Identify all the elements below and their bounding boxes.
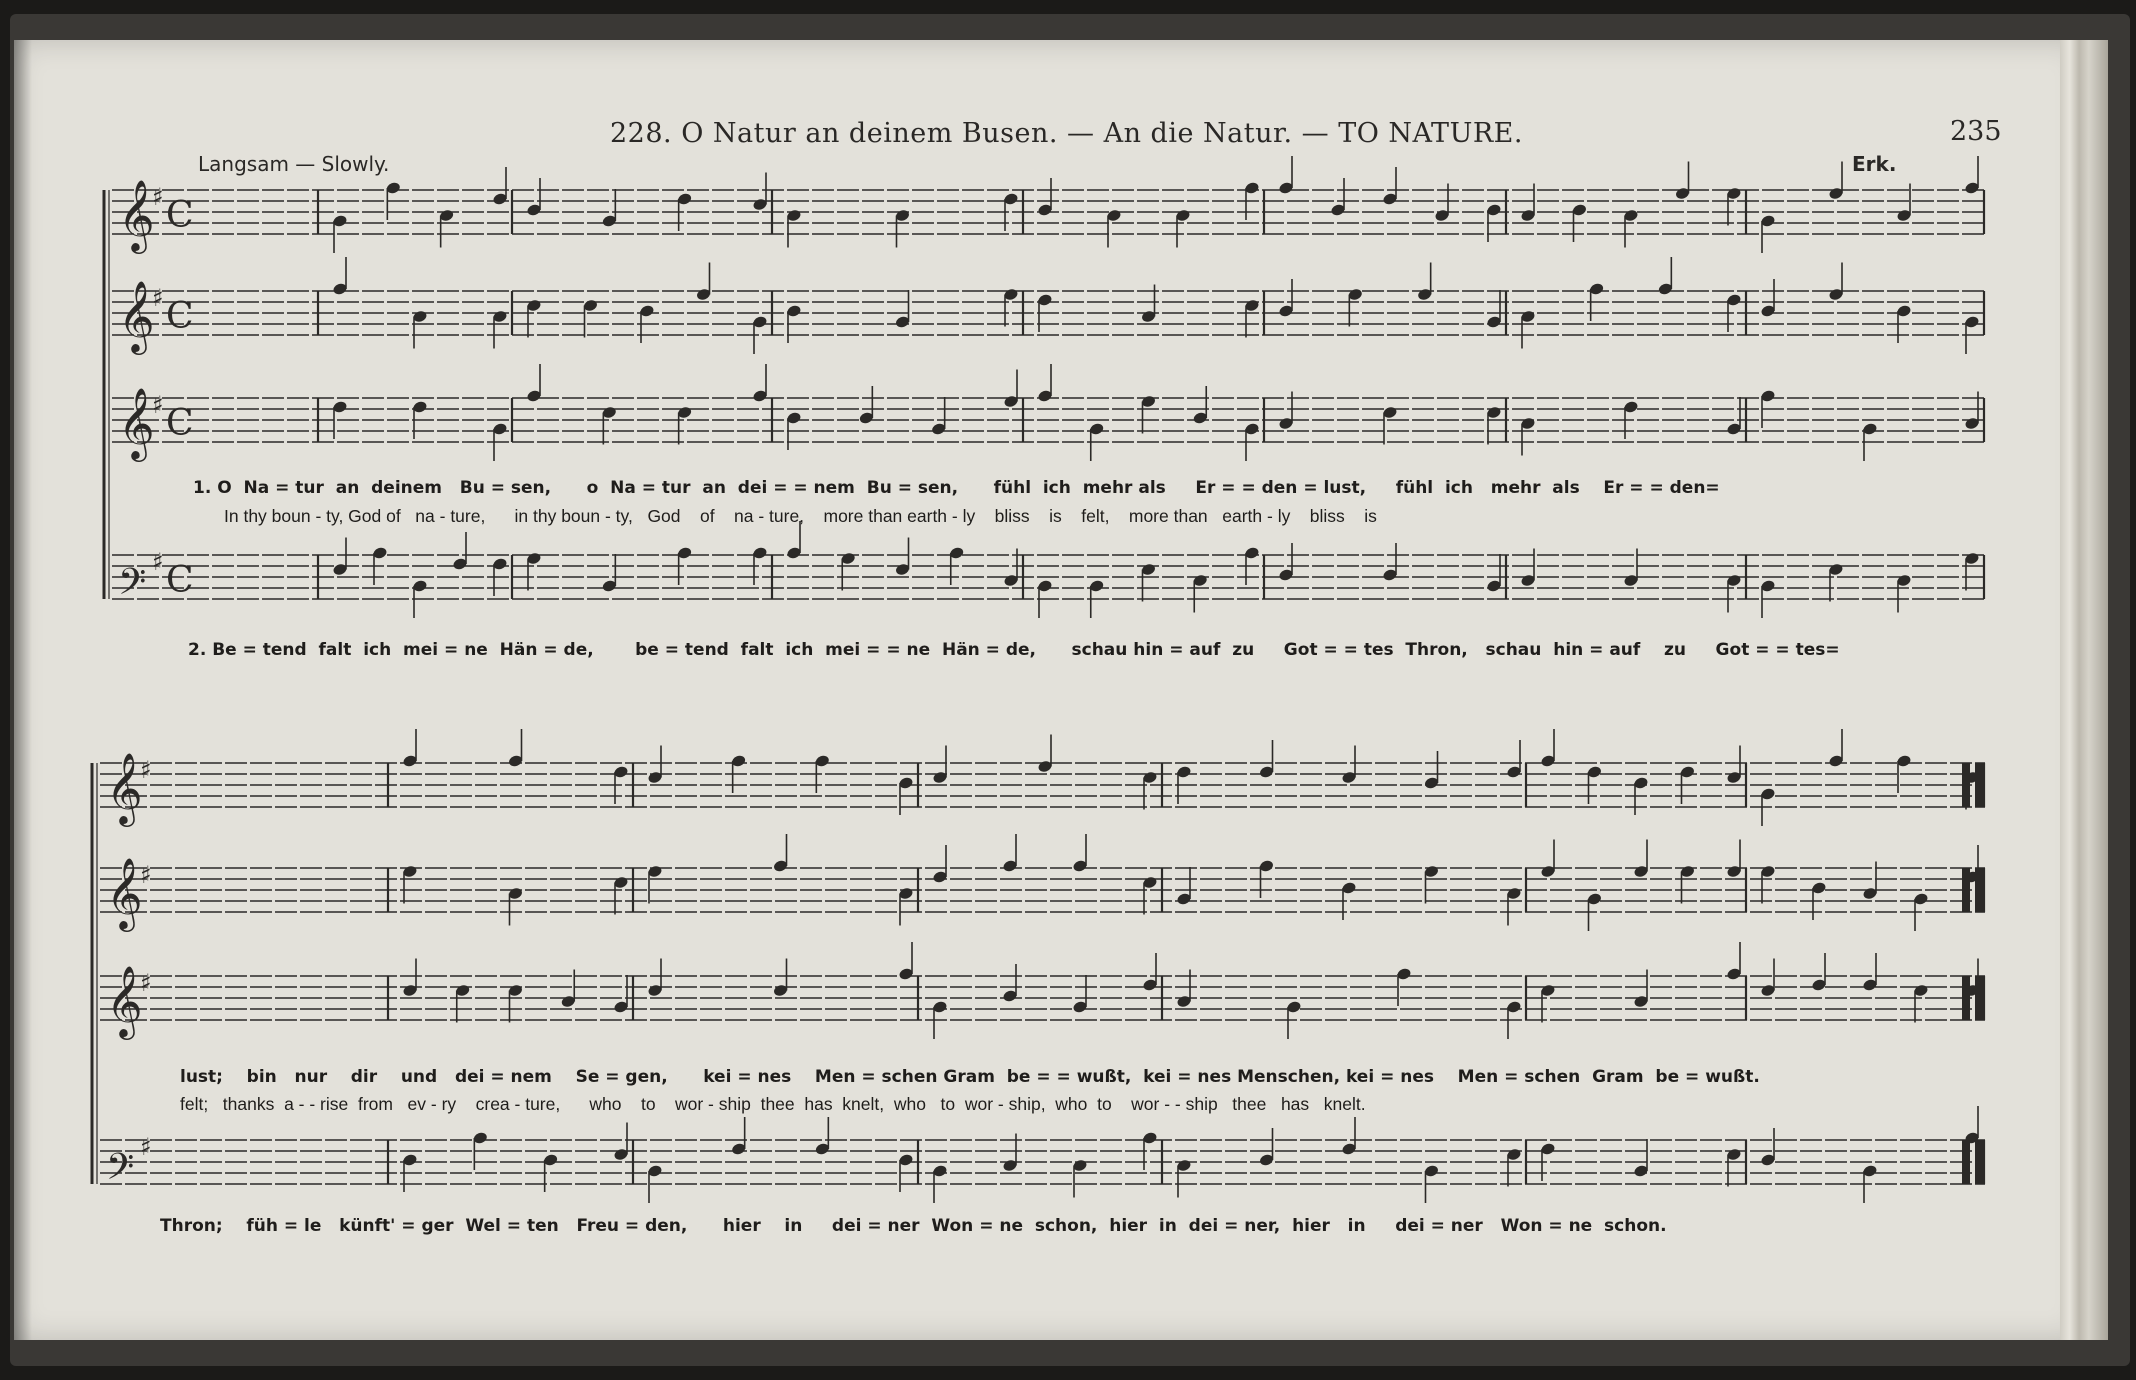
lyrics-verse2-german-system2: Thron; füh = le künft' = ger Wel = ten Freu = den, hier in dei = ner Won = ne schon, hier in dei = ner, hier in dei = ner Won = ne schon. (160, 1216, 1667, 1236)
bass-staff-1-clef: 𝄢 (118, 561, 147, 612)
tenor-staff-2-clef: 𝄞 (106, 964, 143, 1037)
alto-staff-2-key-signature: ♯ (140, 861, 152, 889)
time-signature: C (166, 195, 194, 236)
soprano-staff-2-clef: 𝄞 (106, 751, 143, 824)
soprano-staff-2-key-signature: ♯ (140, 756, 152, 784)
bass-staff-2-key-signature: ♯ (140, 1133, 152, 1161)
lyrics-verse1-german-system2: lust; bin nur dir und dei = nem Se = gen, kei = nes Men = schen Gram be = = wußt, kei = nes Menschen, kei = nes Men = schen Gram be = wußt. (180, 1067, 1760, 1087)
alto-staff-2-clef: 𝄞 (106, 856, 143, 929)
tenor-staff-1-clef: 𝄞 (118, 386, 155, 459)
lyrics-verse1-english-system2: felt; thanks a - - rise from ev - ry crea - ture, who to wor - ship thee has knelt, who to wor - ship, who to wor - - ship thee has knelt. (180, 1094, 1366, 1114)
lyrics-verse2-german-system1: 2. Be = tend falt ich mei = ne Hän = de, be = tend falt ich mei = = ne Hän = de, schau hin = auf zu Got = = tes Thron, schau hin = auf zu Got = = tes= (188, 640, 1840, 660)
bass-staff-2-clef: 𝄢 (106, 1146, 135, 1197)
bass-staff-1-key-signature: ♯ (152, 548, 164, 576)
tenor-staff-1-key-signature: ♯ (152, 391, 164, 419)
final-double-barline (1962, 763, 1970, 807)
alto-staff-1-key-signature: ♯ (152, 284, 164, 312)
soprano-staff-1-key-signature: ♯ (152, 183, 164, 211)
page-number: 235 (1950, 116, 2002, 147)
page-title: 228. O Natur an deinem Busen. — An die Natur. — TO NATURE. (610, 118, 1523, 149)
final-double-barline (1975, 763, 1985, 807)
final-double-barline (1975, 868, 1985, 912)
lyrics-verse1-english-system1: In thy boun - ty, God of na - ture, in thy boun - ty, God of na - ture, more than earth - ly bliss is felt, more than earth - ly bliss is (224, 506, 1377, 526)
time-signature: C (166, 560, 194, 601)
final-double-barline (1975, 976, 1985, 1020)
composer-marking: Erk. (1852, 152, 1897, 176)
final-double-barline (1962, 976, 1970, 1020)
final-double-barline (1975, 1140, 1985, 1184)
tempo-marking: Langsam — Slowly. (198, 152, 390, 176)
lyrics-verse1-german-system1: 1. O Na = tur an deinem Bu = sen, o Na = tur an dei = = nem Bu = sen, fühl ich mehr als Er = = den = lust, fühl ich mehr als Er = = den= (193, 478, 1720, 498)
final-double-barline (1962, 868, 1970, 912)
time-signature: C (166, 296, 194, 337)
final-double-barline (1962, 1140, 1970, 1184)
time-signature: C (166, 403, 194, 444)
alto-staff-1-clef: 𝄞 (118, 279, 155, 352)
soprano-staff-1-clef: 𝄞 (118, 178, 155, 251)
tenor-staff-2-key-signature: ♯ (140, 969, 152, 997)
